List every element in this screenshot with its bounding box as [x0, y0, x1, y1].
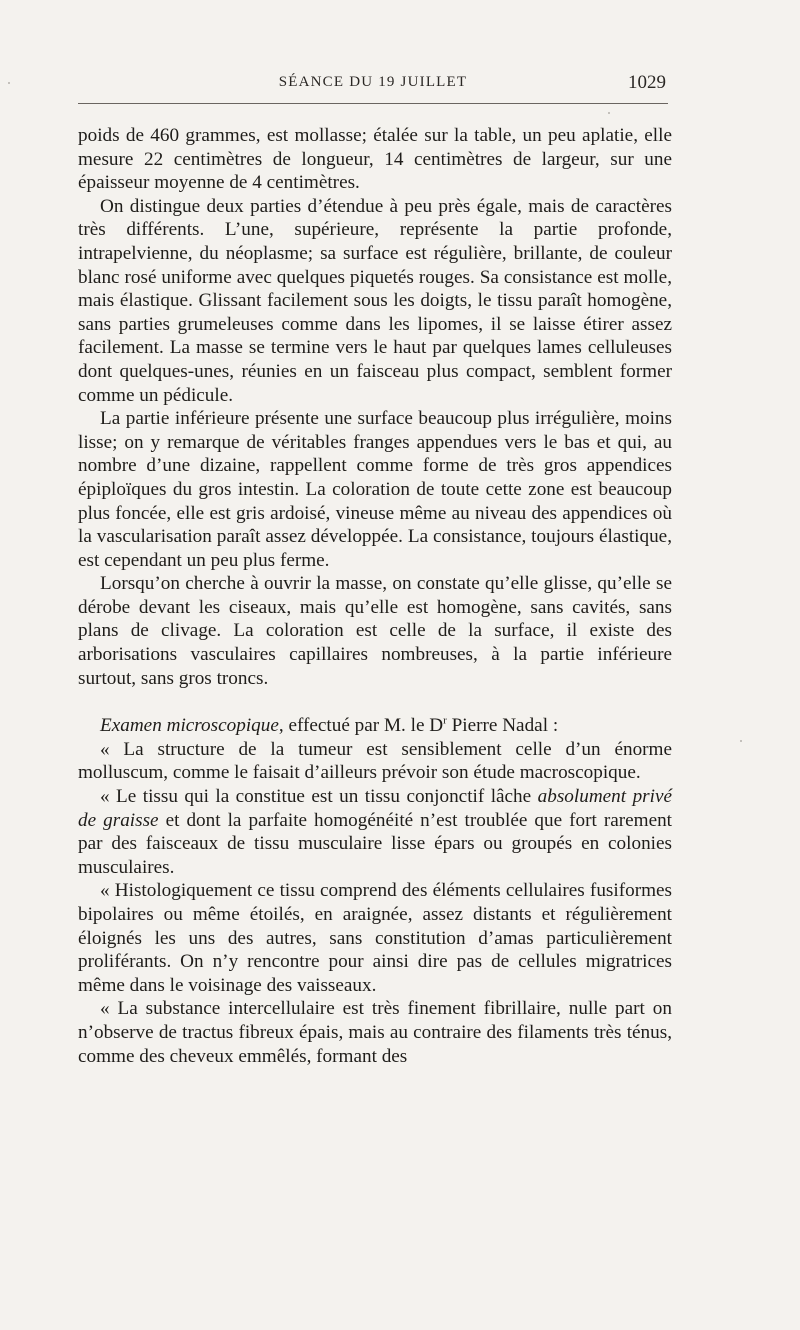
tissue-italic-phrase: absolument privé de graisse — [78, 786, 672, 831]
running-title: SÉANCE DU 19 JUILLET — [278, 74, 468, 90]
exam-heading-text: , effectué par M. le D — [278, 715, 444, 737]
body-text — [78, 124, 672, 1068]
paper-speck — [8, 82, 10, 84]
paragraph-tissue — [78, 785, 672, 879]
paragraph-exam-heading — [78, 714, 672, 738]
paper-speck — [608, 112, 610, 114]
tissue-text-end: et dont la parfaite homogénéité n’est troublée que fort rarement par des faisceaux de tissu musculaire lisse épars ou groupés en colonies musculaires. — [78, 809, 673, 878]
paper-speck — [740, 740, 742, 742]
paragraph-description-upper: On distingue deux parties d’étendue à peu près égale, mais de caractères très différents. L’une, supérieure, représente la partie profonde, intrapelvienne, du néoplasme; sa surface est régulière, brillante, de couleur blanc rosé uniforme avec quelques piquetés rouges. Sa consistance est molle, mais élastique. Glissant facilement sous les doigts, le tissu paraît homogène, sans parties grumeleuses comme dans les lipomes, il se laisse étirer assez facilement. La masse se termine vers le haut par quelques lames celluleuses dont quelques-unes, réunies en un faisceau plus compact, semblent former comme un pédicule. — [78, 195, 672, 406]
running-head — [78, 72, 668, 100]
header-rule — [78, 103, 668, 104]
page-number: 1029 — [628, 72, 666, 93]
exam-heading-italic: Examen microscopique — [100, 715, 279, 737]
tissue-text-start: « Le tissu qui la constitue est un tissu conjonctif lâche — [100, 786, 538, 808]
paragraph-structure: « La structure de la tumeur est sensiblement celle d’un énorme molluscum, comme le faisait d’ailleurs prévoir son étude macroscopique. — [78, 738, 672, 784]
paragraph-section-cut: Lorsqu’on cherche à ouvrir la masse, on constate qu’elle glisse, qu’elle se dérobe devant les ciseaux, mais qu’elle est homogène, sans cavités, sans plans de clivage. La coloration est celle de la surface, il existe des arborisations vasculaires capillaires nombreuses, à la partie inférieure surtout, sans gros troncs. — [78, 573, 672, 689]
paragraph-description-lower: La partie inférieure présente une surface beaucoup plus irrégulière, moins lisse; on y remarque de véritables franges appendues vers le bas et qui, au nombre d’une dizaine, rappellent comme forme de très gros appendices épiploïques du gros intestin. La coloration de toute cette zone est beaucoup plus foncée, elle est gris ardoisé, vineuse même au niveau des appendices où la vascularisation paraît assez développée. La consistance, toujours élastique, est cependant un peu plus ferme. — [78, 408, 672, 571]
doctor-superscript: r — [443, 714, 447, 727]
exam-heading-author: Pierre Nadal : — [446, 715, 559, 737]
paragraph-continuation: poids de 460 grammes, est mollasse; étalée sur la table, un peu aplatie, elle mesure 22 centimètres de longueur, 14 centimètres de largeur, sur une épaisseur moyenne de 4 centimètres. — [78, 125, 672, 194]
paragraph-substance: « La substance intercellulaire est très finement fibrillaire, nulle part on n’observe de tractus fibreux épais, mais au contraire des filaments très ténus, comme des cheveux emmêlés, formant des — [78, 998, 672, 1067]
paragraph-histology: « Histologiquement ce tissu comprend des éléments cellulaires fusiformes bipolaires ou même étoilés, en araignée, assez distants et régulièrement éloignés les uns des autres, sans constitution d’amas particulièrement proliférants. On n’y rencontre pour ainsi dire pas de cellules migratrices même dans le voisinage des vaisseaux. — [78, 880, 672, 996]
